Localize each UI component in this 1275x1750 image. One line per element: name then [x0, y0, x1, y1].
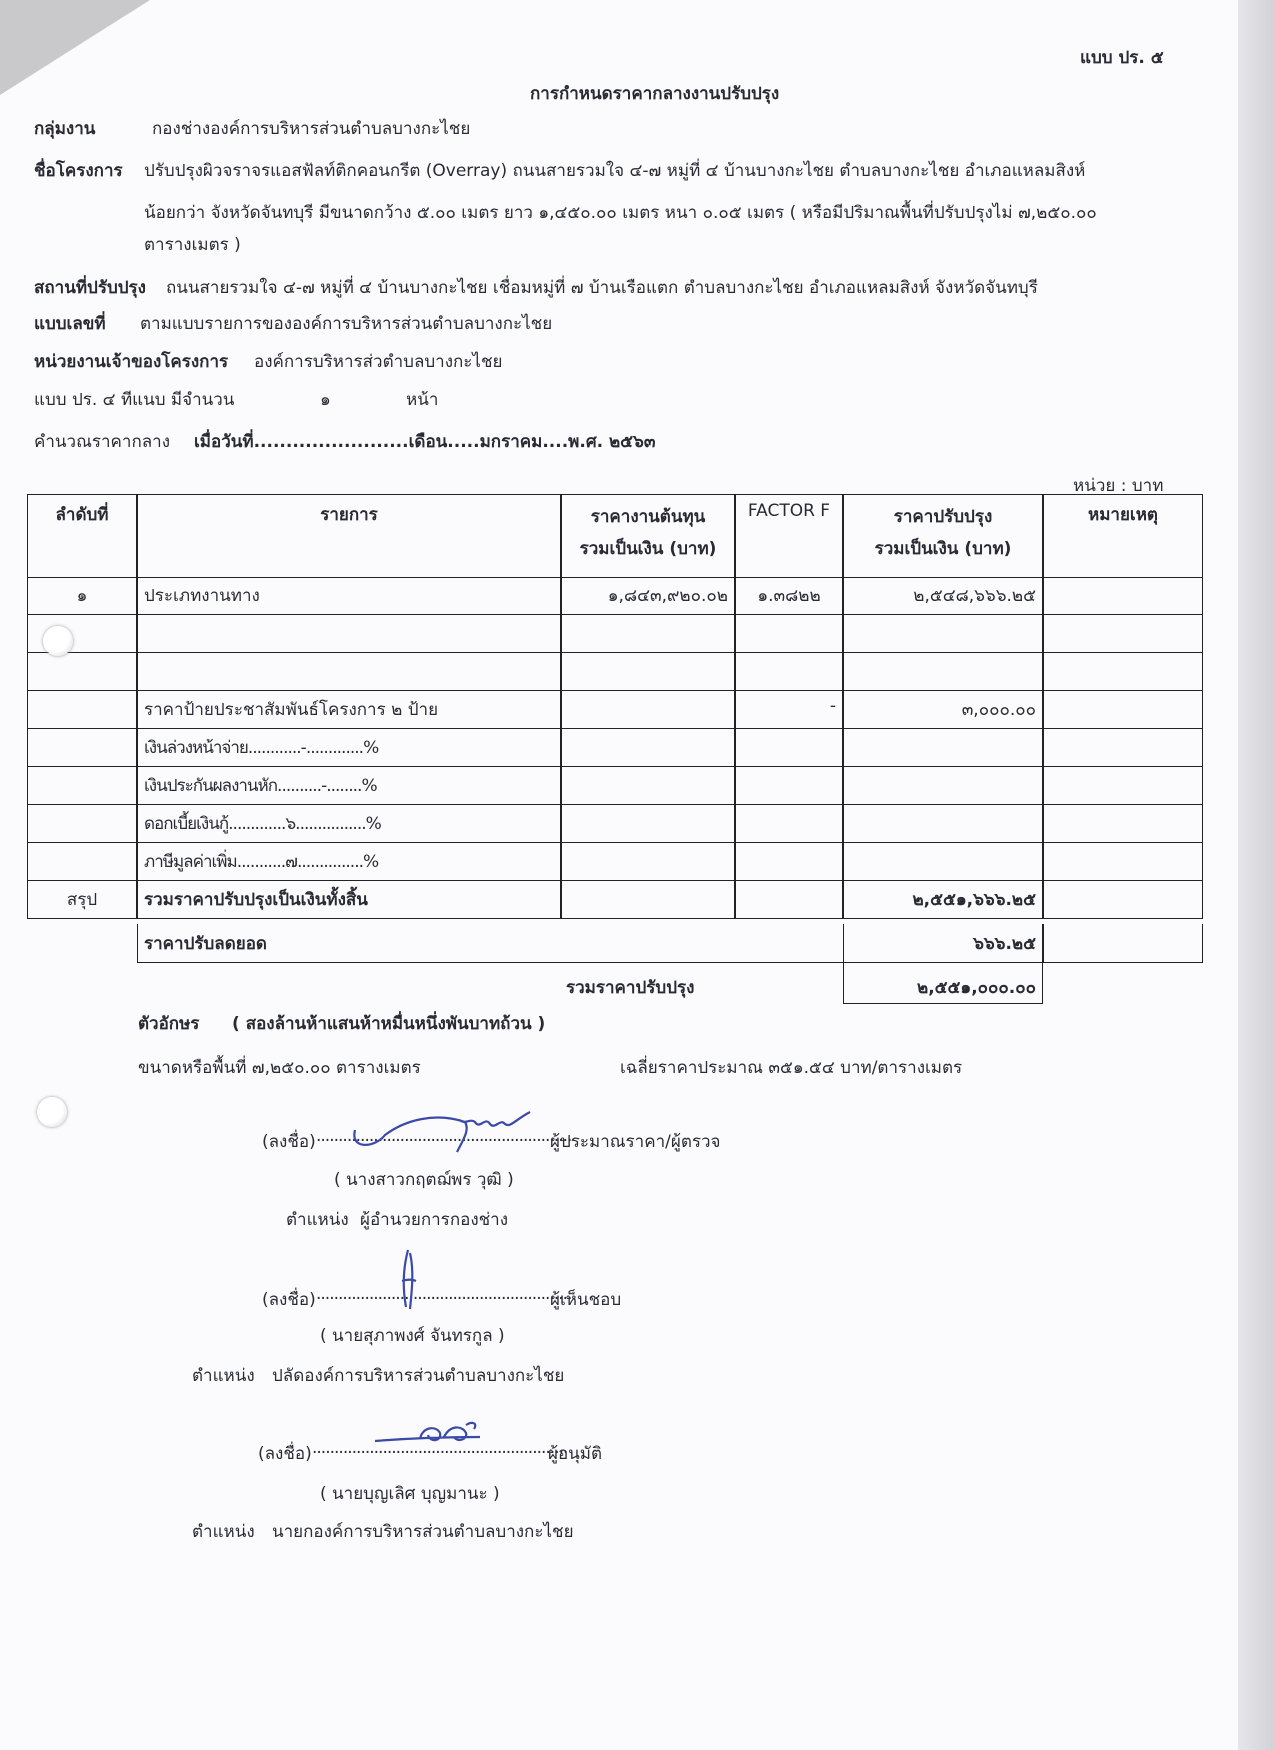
- row-no: [27, 652, 137, 690]
- attach-label: แบบ ปร. ๔ ทีแนบ มีจำนวน: [34, 390, 235, 410]
- sign-dotted-line: ..........................................................: [316, 1284, 572, 1304]
- summary-cost-empty: [561, 880, 735, 918]
- position-label: ตำแหน่ง: [192, 1366, 255, 1386]
- table-header-row: [27, 494, 1203, 578]
- row-item: ประเภทงานทาง: [137, 576, 561, 614]
- header-factor: FACTOR F: [735, 495, 843, 577]
- table-row: [27, 652, 1203, 691]
- project-line-1: ปรับปรุงผิวจราจรแอสฟัลท์ติกคอนกรีต (Overray) ถนนสายรวมใจ ๔-๗ หมู่ที่ ๔ บ้านบางกะไชย ตำบลบางกะไชย อำเภอแหลมสิงห์: [144, 161, 1086, 181]
- row-price: [843, 728, 1043, 766]
- owner-label: หน่วยงานเจ้าของโครงการ: [34, 352, 229, 372]
- project-line-2: น้อยกว่า จังหวัดจันทบุรี มีขนาดกว้าง ๕.๐๐ เมตร ยาว ๑,๔๕๐.๐๐ เมตร หนา ๐.๐๕ เมตร ( หรือมีปริมาณพื้นที่ปรับปรุงไม่ ๗,๒๕๐.๐๐: [144, 203, 1097, 223]
- summary-total-row: [27, 880, 1203, 919]
- owner-value: องค์การบริหารส่วตำบลบางกะไชย: [254, 352, 503, 372]
- row-remark: [1043, 576, 1203, 614]
- header-cost-line-2: รวมเป็นเงิน (บาท): [579, 539, 717, 559]
- row-cost: [561, 842, 735, 880]
- group-label: กลุ่มงาน: [34, 119, 96, 139]
- row-no: [27, 690, 137, 728]
- sign-role: ผู้อนุมัติ: [548, 1444, 603, 1464]
- row-price: ๓,๐๐๐.๐๐: [843, 690, 1043, 728]
- table-row: [27, 614, 1203, 653]
- plan-value: ตามแบบรายการขององค์การบริหารส่วนตำบลบางกะไชย: [140, 314, 553, 334]
- table-row: [27, 804, 1203, 843]
- row-price: [843, 766, 1043, 804]
- position-label: ตำแหน่ง: [192, 1522, 255, 1542]
- row-price: [843, 842, 1043, 880]
- page-title: การกำหนดราคากลางงานปรับปรุง: [530, 84, 780, 104]
- table-row: [27, 690, 1203, 729]
- summary-remark-empty: [1043, 880, 1203, 918]
- row-item: [137, 614, 561, 652]
- table-row: [27, 576, 1203, 615]
- handwritten-signature-3: [370, 1415, 490, 1455]
- site-label: สถานที่ปรับปรุง: [34, 278, 146, 298]
- sign-dotted-line: ..........................................................: [312, 1438, 568, 1458]
- header-cost-line-1: ราคางานต้นทุน: [590, 507, 706, 527]
- attach-count: ๑: [320, 390, 331, 410]
- summary-factor-empty: [735, 880, 843, 918]
- row-cost: [561, 766, 735, 804]
- sign-prefix: (ลงชื่อ): [262, 1132, 316, 1152]
- signer-name: ( นายสุภาพงศ์ จันทรกูล ): [320, 1326, 505, 1346]
- punch-hole-top: [43, 626, 73, 656]
- handwritten-signature-2: [390, 1245, 430, 1315]
- project-label: ชื่อโครงการ: [34, 161, 123, 181]
- calc-value: เมื่อวันที่........................เดือน.....มกราคม....พ.ศ. ๒๕๖๓: [194, 432, 656, 452]
- final-box: [843, 962, 1043, 1004]
- rounding-row: [137, 924, 1203, 963]
- signer-name: ( นางสาวกฤตฌ์พร วุฒิ ): [334, 1170, 514, 1190]
- row-remark: [1043, 690, 1203, 728]
- row-factor: -: [735, 690, 843, 728]
- calc-label: คำนวณราคากลาง: [34, 432, 171, 452]
- row-item: ภาษีมูลค่าเพิ่ม...........๗...............%: [137, 842, 561, 880]
- rounding-value: ๖๖๖.๒๕: [843, 924, 1043, 962]
- position-value: นายกองค์การบริหารส่วนตำบลบางกะไชย: [272, 1522, 574, 1542]
- site-value: ถนนสายรวมใจ ๔-๗ หมู่ที่ ๔ บ้านบางกะไชย เชื่อมหมู่ที่ ๗ บ้านเรือแตก ตำบลบางกะไชย อำเภอแหลมสิงห์ จังหวัดจันทบุรี: [166, 278, 1038, 298]
- cost-table: [27, 494, 1203, 924]
- page-corner-fold: [0, 0, 150, 95]
- letters-value: ( สองล้านห้าแสนห้าหมื่นหนึ่งพันบาทถ้วน ): [232, 1014, 546, 1034]
- attach-unit: หน้า: [406, 390, 439, 410]
- sign-role: ผู้เห็นชอบ: [550, 1290, 622, 1310]
- row-remark: [1043, 728, 1203, 766]
- final-value: ๒,๕๕๑,๐๐๐.๐๐: [917, 978, 1036, 998]
- row-remark: [1043, 804, 1203, 842]
- row-cost: ๑,๘๔๓,๙๒๐.๐๒: [561, 576, 735, 614]
- sign-role: ผู้ประมาณราคา/ผู้ตรวจ: [550, 1132, 721, 1152]
- row-factor: [735, 652, 843, 690]
- punch-hole-bottom: [37, 1097, 67, 1127]
- rounding-label: ราคาปรับลดยอด: [137, 924, 843, 962]
- sign-dotted-line: ..........................................................: [316, 1126, 572, 1146]
- row-factor: [735, 804, 843, 842]
- row-item: เงินประกันผลงานหัก..........-........%: [137, 766, 561, 804]
- row-cost: [561, 614, 735, 652]
- row-no: [27, 842, 137, 880]
- row-price: [843, 614, 1043, 652]
- letters-label: ตัวอักษร: [138, 1014, 200, 1034]
- row-no: [27, 766, 137, 804]
- row-item: ราคาป้ายประชาสัมพันธ์โครงการ ๒ ป้าย: [137, 690, 561, 728]
- page-edge-shadow: [1238, 0, 1275, 1750]
- row-cost: [561, 652, 735, 690]
- row-factor: [735, 728, 843, 766]
- position-value: ปลัดองค์การบริหารส่วนตำบลบางกะไชย: [272, 1366, 565, 1386]
- row-factor: [735, 842, 843, 880]
- row-remark: [1043, 766, 1203, 804]
- row-cost: [561, 690, 735, 728]
- avg-text: เฉลี่ยราคาประมาณ ๓๕๑.๕๔ บาท/ตารางเมตร: [620, 1058, 963, 1078]
- table-row: [27, 842, 1203, 881]
- row-no: ๑: [27, 576, 137, 614]
- row-factor: [735, 766, 843, 804]
- plan-label: แบบเลขที่: [34, 314, 106, 334]
- summary-label: สรุป: [27, 880, 137, 918]
- row-remark: [1043, 842, 1203, 880]
- header-no: ลำดับที่: [27, 495, 137, 577]
- header-price-line-1: ราคาปรับปรุง: [893, 507, 993, 527]
- row-no: [27, 804, 137, 842]
- row-no: [27, 728, 137, 766]
- header-cost: [561, 495, 735, 577]
- row-cost: [561, 728, 735, 766]
- row-item: ดอกเบี้ยเงินกู้.............๖................%: [137, 804, 561, 842]
- handwritten-signature-1: [345, 1100, 545, 1160]
- row-factor: ๑.๓๘๒๒: [735, 576, 843, 614]
- unit-note: หน่วย : บาท: [1073, 476, 1164, 496]
- rounding-remark-empty: [1043, 924, 1203, 962]
- sign-prefix: (ลงชื่อ): [262, 1290, 316, 1310]
- position-value: ผู้อำนวยการกองช่าง: [360, 1210, 509, 1230]
- row-price: [843, 804, 1043, 842]
- summary-total-label: รวมราคาปรับปรุงเป็นเงินทั้งสิ้น: [137, 880, 561, 918]
- header-price-line-2: รวมเป็นเงิน (บาท): [874, 539, 1012, 559]
- row-price: [843, 652, 1043, 690]
- header-remark: หมายเหตุ: [1043, 495, 1203, 577]
- row-cost: [561, 804, 735, 842]
- row-item: เงินล่วงหน้าจ่าย............-.............%: [137, 728, 561, 766]
- header-item: รายการ: [137, 495, 561, 577]
- position-label: ตำแหน่ง: [286, 1210, 349, 1230]
- group-value: กองช่างองค์การบริหารส่วนตำบลบางกะไชย: [152, 119, 471, 139]
- table-row: [27, 766, 1203, 805]
- summary-total-value: ๒,๕๕๑,๖๖๖.๒๕: [843, 880, 1043, 918]
- table-row: [27, 728, 1203, 767]
- row-factor: [735, 614, 843, 652]
- final-label: รวมราคาปรับปรุง: [566, 978, 695, 998]
- form-code: แบบ ปร. ๕: [1080, 48, 1164, 68]
- sign-prefix: (ลงชื่อ): [258, 1444, 312, 1464]
- row-price: ๒,๕๔๘,๖๖๖.๒๕: [843, 576, 1043, 614]
- signer-name: ( นายบุญเลิศ บุญมานะ ): [320, 1484, 500, 1504]
- area-text: ขนาดหรือพื้นที่ ๗,๒๕๐.๐๐ ตารางเมตร: [138, 1058, 421, 1078]
- project-line-3: ตารางเมตร ): [144, 235, 241, 255]
- row-remark: [1043, 652, 1203, 690]
- header-price: [843, 495, 1043, 577]
- row-remark: [1043, 614, 1203, 652]
- row-item: [137, 652, 561, 690]
